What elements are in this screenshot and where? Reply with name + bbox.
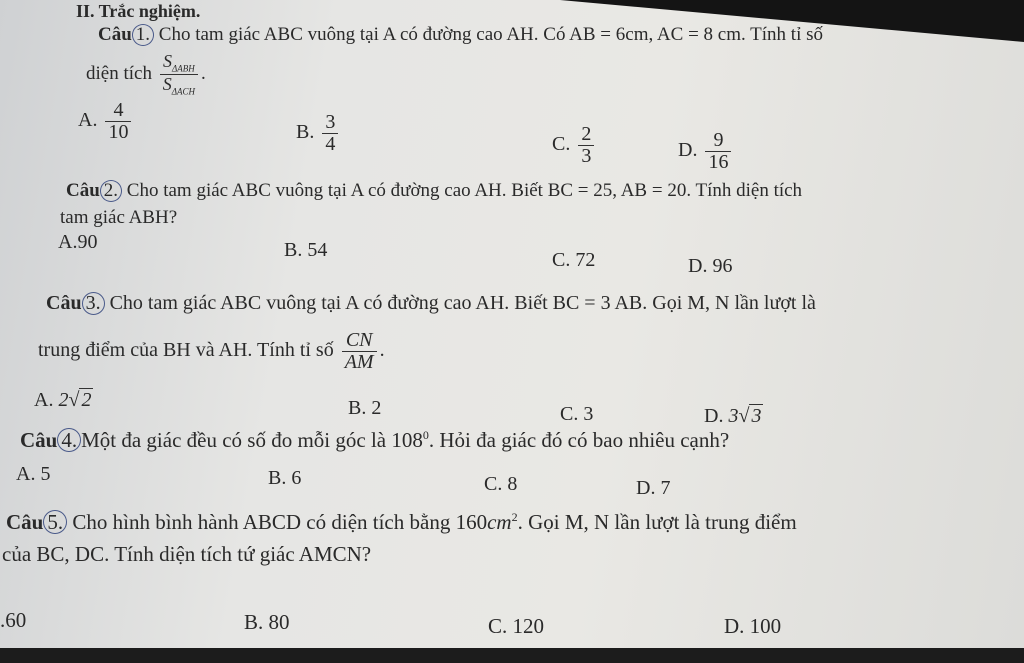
question-5-option-d[interactable]: D. 100 xyxy=(724,614,782,638)
question-1-option-c[interactable] xyxy=(552,124,597,167)
question-2-option-d[interactable]: D. 96 xyxy=(688,255,733,277)
question-1-stem-line2: diện tích $\frac{S_{\Delta ABH}}{S_{\Delta ACH}}$ . xyxy=(86,51,206,97)
question-4-text-sup: 0 xyxy=(422,428,429,442)
question-1-frac-den: S xyxy=(162,74,172,95)
question-5-unit: cm xyxy=(487,510,512,534)
question-2-option-a[interactable]: A.90 xyxy=(58,231,98,253)
question-3-option-c[interactable]: C. 3 xyxy=(560,403,594,425)
sqrt-symbol: √ xyxy=(738,405,750,427)
question-3-option-b[interactable]: B. 2 xyxy=(348,397,382,419)
option-coefficient: 2 xyxy=(58,389,69,411)
question-1-fraction xyxy=(160,52,198,97)
question-2-stem xyxy=(66,180,802,202)
question-4-stem xyxy=(20,428,729,452)
option-label: A. xyxy=(78,109,98,132)
question-4-number: 4. xyxy=(57,428,81,452)
question-5-text: Cho hình bình hành ABCD có diện tích bằng 160 xyxy=(72,510,488,534)
option-label: B. xyxy=(296,121,315,144)
section-title: II. Trắc nghiệm. xyxy=(76,1,201,21)
question-5-stem xyxy=(6,510,797,534)
question-4-option-b[interactable]: B. 6 xyxy=(268,467,302,489)
option-fraction: $\frac{4}{10}$ xyxy=(105,100,131,143)
option-radicand: 3 xyxy=(751,405,762,427)
question-5-option-b[interactable]: B. 80 xyxy=(244,610,290,634)
question-1-frac-num: S xyxy=(162,51,172,71)
question-1-stem xyxy=(98,24,823,46)
option-fraction: $\frac{3}{4}$ xyxy=(322,112,338,155)
question-3-label: Câu xyxy=(46,292,82,314)
question-5-label: Câu xyxy=(6,510,44,534)
question-5-option-c[interactable]: C. 120 xyxy=(488,614,545,638)
question-4-text-end: . Hỏi đa giác đó có bao nhiêu cạnh? xyxy=(428,428,730,452)
question-1-frac-num-sub: ΔABH xyxy=(171,63,195,74)
option-label: C. xyxy=(552,133,571,156)
question-1-option-a[interactable] xyxy=(78,100,134,143)
question-3-option-d[interactable] xyxy=(704,406,763,426)
question-2-number: 2. xyxy=(100,180,122,202)
question-1-option-d[interactable] xyxy=(678,130,734,173)
question-3-stem xyxy=(46,292,816,315)
question-3-number: 3. xyxy=(82,292,105,315)
question-4-option-c[interactable]: C. 8 xyxy=(484,473,518,495)
question-1-number: 1. xyxy=(132,24,154,46)
question-2-option-c[interactable]: C. 72 xyxy=(552,249,596,271)
question-4-option-a[interactable]: A. 5 xyxy=(16,463,51,485)
question-2-text: Cho tam giác ABC vuông tại A có đường cao AH. Biết BC = 25, AB = 20. Tính diện tích xyxy=(126,180,803,201)
sqrt-symbol: √ xyxy=(68,389,80,411)
question-1-label: Câu xyxy=(98,24,132,45)
option-label: D. xyxy=(704,405,724,427)
question-1-frac-den-sub: ΔACH xyxy=(171,86,195,97)
question-1-text2: diện tích xyxy=(86,62,152,84)
question-2-text2: tam giác ABH? xyxy=(60,207,178,228)
option-label: A. xyxy=(34,389,54,411)
option-coefficient: 3 xyxy=(728,405,739,427)
option-label: D. xyxy=(678,139,698,162)
question-5-text-sup: 2 xyxy=(511,510,518,524)
question-5-option-a[interactable]: .60 xyxy=(0,608,27,632)
question-3-stem-line2: trung điểm của BH và AH. Tính tỉ số $\frac{CN}{AM}$ . xyxy=(38,329,385,373)
question-2-option-b[interactable]: B. 54 xyxy=(284,239,328,261)
question-2-label: Câu xyxy=(66,180,100,201)
question-4-text: Một đa giác đều có số đo mỗi góc là 108 xyxy=(81,428,423,452)
question-5-text-end: . Gọi M, N lần lượt là trung điểm xyxy=(517,510,797,534)
question-4-option-d[interactable]: D. 7 xyxy=(636,477,671,499)
option-fraction: $\frac{9}{16}$ xyxy=(705,130,731,173)
question-3-fraction: $\frac{CN}{AM}$ xyxy=(342,330,377,373)
question-4-label: Câu xyxy=(20,428,58,452)
question-1-option-b[interactable] xyxy=(296,112,341,155)
question-5-number: 5. xyxy=(43,510,67,534)
question-5-text2: của BC, DC. Tính diện tích tứ giác AMCN? xyxy=(2,542,372,566)
question-3-option-a[interactable] xyxy=(34,390,93,410)
option-radicand: 2 xyxy=(81,389,92,411)
question-3-text: Cho tam giác ABC vuông tại A có đường cao AH. Biết BC = 3 AB. Gọi M, N lần lượt là xyxy=(109,292,816,314)
option-fraction: $\frac{2}{3}$ xyxy=(578,124,594,167)
question-3-text2: trung điểm của BH và AH. Tính tỉ số xyxy=(38,339,334,362)
question-1-text: Cho tam giác ABC vuông tại A có đường cao AH. Có AB = 6cm, AC = 8 cm. Tính tỉ số xyxy=(158,24,823,45)
